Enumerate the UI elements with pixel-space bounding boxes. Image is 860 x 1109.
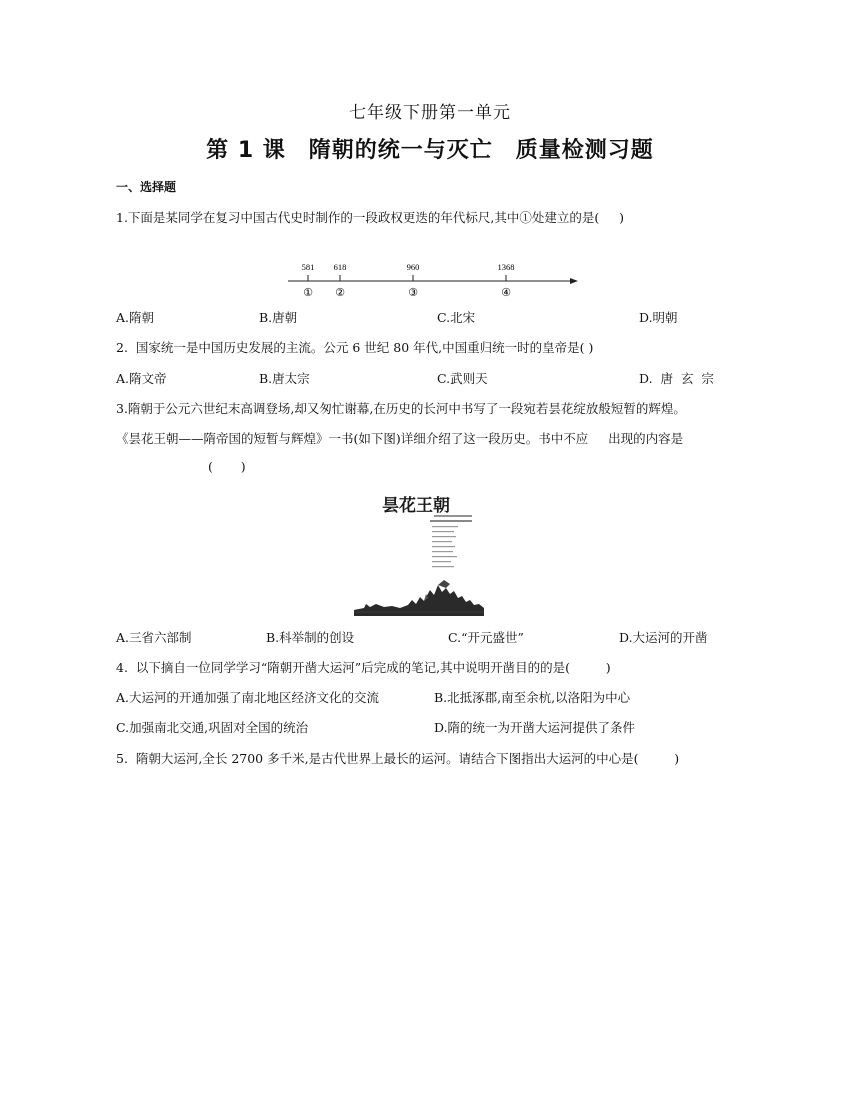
timeline-mark: ② [335,286,345,299]
timeline-year: 581 [301,262,315,272]
question-3-text-line2: 《昙花王朝——隋帝国的短暂与辉煌》一书(如下图)详细介绍了这一段历史。书中不应 出现的内容是 [116,431,684,446]
q3-option-d: D.大运河的开凿 [619,630,708,645]
q2-option-a: A.隋文帝 [116,371,167,386]
question-5-text: 5. 隋朝大运河,全长 2700 多千米,是古代世界上最长的运河。请结合下图指出大运河的中心是( ) [116,751,680,766]
q4-option-c: C.加强南北交通,巩固对全国的统治 [116,720,309,735]
timeline-mark: ③ [408,286,418,299]
timeline-ruler [288,258,578,300]
section-heading: 一、选择题 [116,180,177,194]
q1-option-c: C.北宋 [437,310,476,325]
lesson-title: 第 1 课 隋朝的统一与灭亡 质量检测习题 [206,138,654,163]
q4-option-a: A.大运河的开通加强了南北地区经济文化的交流 [116,690,380,705]
question-4-text: 4. 以下摘自一位同学学习“隋朝开凿大运河”后完成的笔记,其中说明开凿目的的是( ) [116,660,611,675]
unit-subtitle: 七年级下册第一单元 [349,103,511,123]
q1-option-d: D.明朝 [639,310,678,325]
question-3-answer-blank: ( ) [208,459,246,474]
timeline-arrow [570,278,578,284]
timeline-mark: ④ [501,286,511,299]
question-2-text: 2. 国家统一是中国历史发展的主流。公元 6 世纪 80 年代,中国重归统一时的皇帝是( ) [116,340,594,355]
q2-option-b: B.唐太宗 [259,371,310,386]
timeline-year: 618 [333,262,347,272]
timeline-year: 960 [406,262,420,272]
timeline-year: 1368 [497,262,515,272]
q2-option-c: C.武则天 [437,371,488,386]
q4-option-b: B.北抵涿郡,南至余杭,以洛阳为中心 [434,690,631,705]
q3-option-c: C.“开元盛世” [448,630,524,645]
q4-option-d: D.隋的统一为开凿大运河提供了条件 [434,720,636,735]
q1-option-a: A.隋朝 [116,310,155,325]
q3-option-a: A.三省六部制 [116,630,192,645]
q3-option-b: B.科举制的创设 [266,630,355,645]
book-title: 昙花王朝 [382,496,450,516]
question-1-text: 1.下面是某同学在复习中国古代史时制作的一段政权更迭的年代标尺,其中①处建立的是( ) [116,210,625,225]
book-cover-image [354,486,484,616]
q2-option-d: D. 唐 玄 宗 [639,371,714,386]
q1-option-b: B.唐朝 [259,310,298,325]
timeline-mark: ① [303,286,313,299]
question-3-text-line1: 3.隋朝于公元六世纪末高调登场,却又匆忙谢幕,在历史的长河中书写了一段宛若昙花绽放般短暂的辉煌。 [116,401,686,416]
